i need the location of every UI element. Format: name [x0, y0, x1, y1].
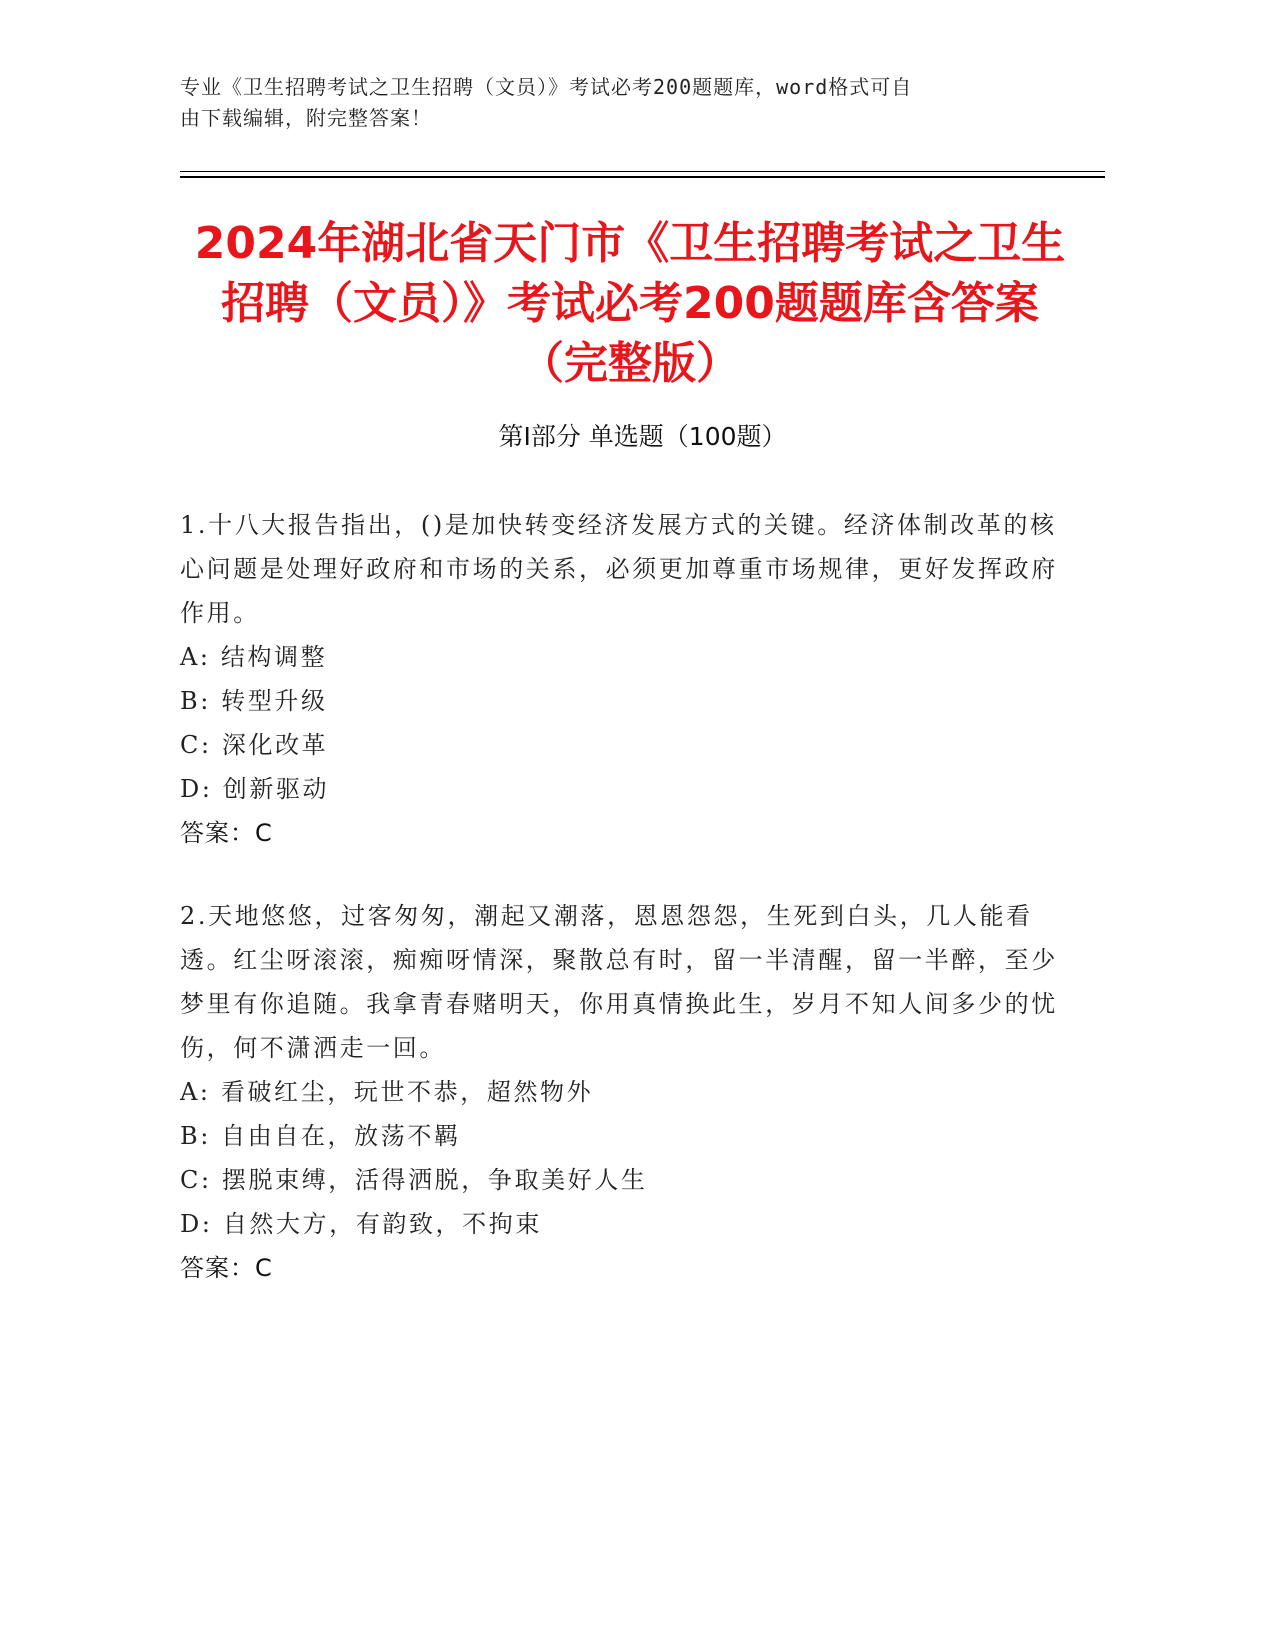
header-note-line-2: 由下载编辑，附完整答案！: [180, 106, 432, 130]
answer: 答案：C: [180, 1254, 273, 1282]
question-stem: 2.天地悠悠，过客匆匆，潮起又潮落，恩恩怨怨，生死到白头，几人能看透。红尘呀滚滚，痴痴呀情深，聚散总有时，留一半清醒，留一半醉，至少梦里有你追随。我拿青春赌明天，你用真情换此生，岁月不知人间多少的忧伤，何不潇洒走一回。: [180, 902, 1058, 1062]
option-a: A: 结构调整: [180, 643, 328, 671]
answer: 答案：C: [180, 819, 273, 847]
option-d: D: 创新驱动: [180, 775, 330, 803]
header-divider-thin: [180, 171, 1105, 172]
question-1: [180, 503, 1060, 855]
title-line-3: （完整版）: [520, 338, 740, 389]
option-a: A: 看破红尘，玩世不恭，超然物外: [180, 1078, 594, 1106]
option-b: B: 转型升级: [180, 687, 328, 715]
document-title: [150, 214, 1110, 394]
header-divider-thick: [180, 176, 1105, 178]
option-c: C: 深化改革: [180, 731, 329, 759]
question-stem: 1.十八大报告指出，()是加快转变经济发展方式的关键。经济体制改革的核心问题是处理好政府和市场的关系，必须更加尊重市场规律，更好发挥政府作用。: [180, 511, 1058, 627]
title-line-2: 招聘（文员）》考试必考200题题库含答案: [221, 278, 1039, 329]
option-c: C: 摆脱束缚，活得洒脱，争取美好人生: [180, 1166, 648, 1194]
header-note: [180, 72, 1040, 134]
option-b: B: 自由自在，放荡不羁: [180, 1122, 461, 1150]
header-note-line-1: 专业《卫生招聘考试之卫生招聘（文员）》考试必考200题题库，word格式可自: [180, 75, 913, 99]
option-d: D: 自然大方，有韵致，不拘束: [180, 1210, 542, 1238]
question-2: [180, 894, 1060, 1290]
section-title: 第I部分 单选题（100题）: [498, 422, 787, 451]
title-line-1: 2024年湖北省天门市《卫生招聘考试之卫生: [194, 218, 1066, 269]
